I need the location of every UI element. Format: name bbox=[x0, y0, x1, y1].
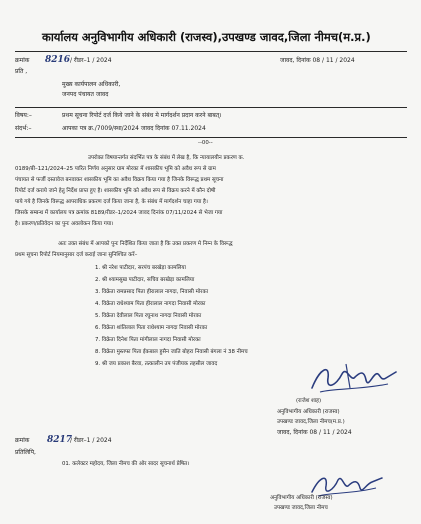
subject-rule-top bbox=[15, 107, 407, 108]
ref-prefix: क्रमांक bbox=[15, 57, 30, 64]
body-para1-line: पाये गये है जिनके विरूद्ध आपराधिक प्रकरण दर्ज किया जाना है, के संबंध में मार्गदर्शन चाहा गया है। bbox=[15, 199, 208, 205]
body-para1-line: 0189/बी–121/2024–25 पारित निर्णय अनुसार ग्राम मोरका में शासकीय भूमि को अवैध रूप से ग्राम bbox=[15, 166, 216, 172]
to-label: प्रति , bbox=[15, 68, 28, 75]
accused-list-item: 6. विक्रेता शांतिलाल पिता राधेश्याम नागदा निवासी मोरका bbox=[95, 325, 208, 331]
signature-title: अनुविभागीय अधिकारी (राजस्व) bbox=[277, 409, 340, 415]
ref-number-handwritten: 8216 bbox=[45, 55, 71, 65]
recipient-line-2: जनपद पंचायत जावद bbox=[62, 91, 109, 98]
reference-label: संदर्भ:– bbox=[15, 125, 32, 132]
accused-list-item: 2. श्री श्यामसुख पाटीदार, सचिव बरखेड़ा कामलिया bbox=[95, 277, 195, 283]
subject-label: विषय:– bbox=[15, 112, 32, 119]
endorsement-signature-title: अनुविभागीय अधिकारी (राजस्व) bbox=[270, 495, 333, 501]
ref-suffix: / रीडर–1 / 2024 bbox=[70, 57, 112, 64]
recipient-line-1: मुख्य कार्यपालन अधिकारी, bbox=[62, 81, 121, 88]
accused-list-item: 9. श्री जय प्रकाश बैरवा, तत्कालीन उप पंजीयक तहसील जावद bbox=[95, 361, 218, 367]
body-para2-line: अतः उक्त संबंध में आपको पुनः निर्देशित किया जाता है कि उक्त प्रकरण मे निम्न के विरूद्ध bbox=[58, 241, 233, 247]
accused-list-item: 4. विक्रेता राधेश्याम पिता हीरालाल नागदा निवासी मोरका bbox=[95, 301, 206, 307]
accused-list-item: 5. विक्रेता देवीलाल पिता रघुनाथ नागदा निवासी मोरका bbox=[95, 313, 202, 319]
copy-to-line: 01. कलेक्टर महोदय, जिला नीमच की ओर सादर सूचनार्थ प्रेषित। bbox=[62, 461, 190, 467]
body-para1-line: जिसके सम्बन्ध में कार्यालय पत्र क्रमांक 8189/रीडर–1/2024 जावद दिनांक 07/11/2024 से भेजा गया bbox=[15, 210, 223, 216]
copy-label: प्रतिलिपि, bbox=[15, 449, 36, 456]
accused-list-item: 7. विक्रेता दिनेश पिता मांगीलाल नागदा निवासी मोरका bbox=[95, 337, 201, 343]
signature-name: (राजेश शाह) bbox=[296, 398, 322, 404]
body-para1-line: रिपोर्ट दर्ज कराये जाने हेतु निर्देश प्राप्त हुए है। शासकीय भूमि को अवैध रूप से विक्रय करने में कौन दोषी bbox=[15, 188, 216, 194]
header-rule bbox=[15, 51, 407, 52]
body-para1-line: है। प्रकरण/प्रतिवेदन का पुनः अवलोकन किया गया। bbox=[15, 221, 114, 227]
accused-list-item: 1. श्री नरेश पाटीदार, सरपंच बरखेड़ा कामलिया bbox=[95, 265, 186, 271]
body-para1-line: पंचायत से फर्जी दस्तावेज बनवाकर शासकीय भूमि का अवैध विक्रय किया गया है जिनके विरूद्ध प्रथम सूचना bbox=[15, 177, 224, 183]
officer-signature bbox=[306, 358, 406, 400]
body-para2-line: प्रथम सूचना रिपोर्ट नियमानुसार दर्ज कराई जाना सुनिश्चित करें– bbox=[15, 252, 138, 258]
subject-rule-bottom bbox=[15, 137, 407, 138]
letter-place-date: जावद, दिनांक 08 / 11 / 2024 bbox=[280, 57, 355, 64]
endorsement-ref-suffix: / रीडर–1 / 2024 bbox=[70, 437, 112, 444]
endorsement-ref-number-handwritten: 8217 bbox=[47, 435, 73, 445]
endorsement-signature-office: उपखण्ड जावद,जिला नीमच bbox=[274, 505, 328, 511]
subject-text: प्रथम सूचना रिपोर्ट दर्ज किये जाने के संबंध मे मार्गदर्शन प्रदान करने बाबत्। bbox=[62, 112, 222, 119]
body-para1-line: उपरोक्त विषयान्तर्गत संदर्भित पत्र के संबंध में लेख है, कि न्यायालयीन प्रकरण क. bbox=[88, 155, 245, 161]
endorsement-place-date: जावद, दिनांक 08 / 11 / 2024 bbox=[277, 429, 352, 436]
accused-list-item: 8. विक्रेता मुस्तफा पिता ईकबाल हुसैन जाति बोहरा निवासी बंगला नं 38 नीमच bbox=[95, 349, 248, 355]
office-header-title: कार्यालय अनुविभागीय अधिकारी (राजस्व),उपखण्ड जावद,जिला नीमच(म.प्र.) bbox=[42, 30, 371, 44]
endorsement-ref-prefix: क्रमांक bbox=[15, 437, 30, 444]
signature-office: उपखण्ड जावद,जिला नीमच(म.प्र.) bbox=[277, 419, 345, 425]
separator: --00-- bbox=[198, 140, 213, 146]
accused-list-item: 3. विक्रेता रामप्रसाद पिता हीरालाल नागदा, निवासी मोरका bbox=[95, 289, 209, 295]
reference-text: आपका पत्र क्र./7009/स्था/2024 जावद दिनांक 07.11.2024 bbox=[62, 125, 206, 132]
